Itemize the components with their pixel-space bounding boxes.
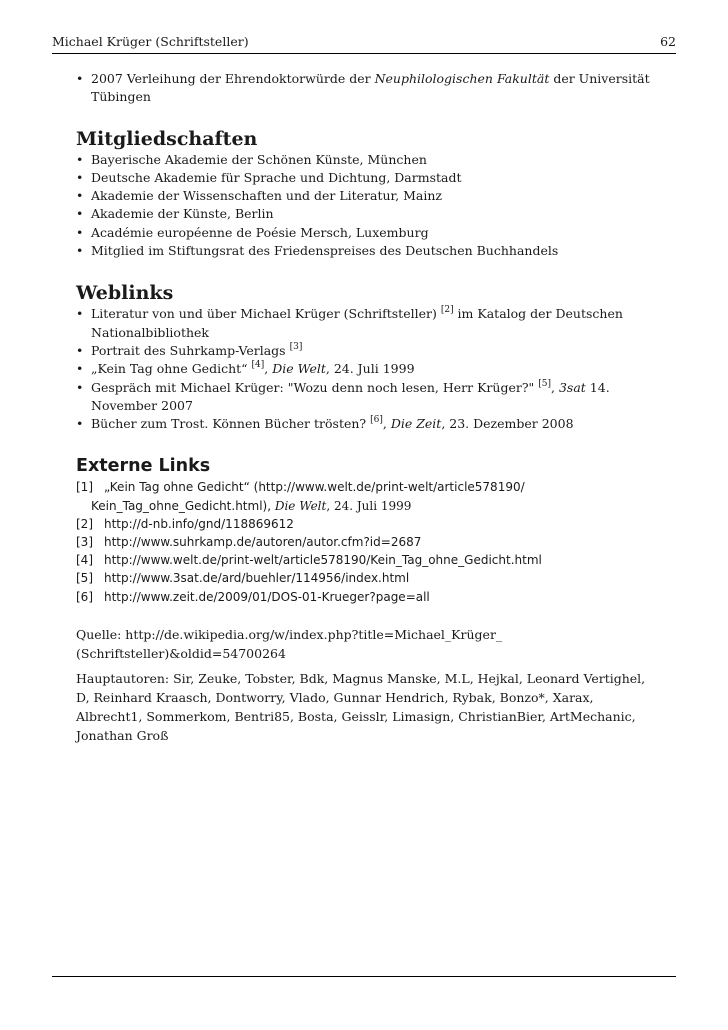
reference-item[interactable]: [6] http://www.zeit.de/2009/01/DOS-01-Krueger?page=all [76, 589, 430, 604]
list-item: • Bayerische Akademie der Schönen Künste, München [76, 151, 656, 169]
section-heading-externe-links: Externe Links [76, 456, 211, 477]
reference-item[interactable]: [2] http://d-nb.info/gnd/118869612 [76, 516, 294, 531]
page-header [52, 34, 676, 54]
list-item: • Akademie der Künste, Berlin [76, 205, 656, 223]
header-rule [52, 53, 676, 54]
weblinks-list [76, 305, 656, 433]
main-authors: Hauptautoren: Sir, Zeuke, Tobster, Bdk, Magnus Manske, M.L, Hejkal, Leonard Vertighel, D, Reinhard Kraasch, Dontworry, Vlado, Gunnar Hendrich, Rybak, Bonzo*, Xarax, Albrecht1, Sommerkom, Bentri85, Bosta, Geisslr, Limasign, ChristianBier, ArtMechanic, Jonathan Groß [76, 670, 646, 743]
honors-list [76, 70, 656, 107]
page-number: 62 [660, 34, 676, 49]
reference-item[interactable]: [5] http://www.3sat.de/ard/buehler/114956/index.html [76, 571, 410, 586]
list-item: • Deutsche Akademie für Sprache und Dichtung, Darmstadt [76, 169, 656, 187]
footer-rule [52, 976, 676, 977]
reference-number: [1] [76, 480, 93, 495]
weblink-item[interactable]: • „Kein Tag ohne Gedicht“ [4], Die Welt, 24. Juli 1999 [76, 360, 656, 378]
section-heading-weblinks: Weblinks [76, 282, 174, 305]
list-item: • Académie européenne de Poésie Mersch, Luxemburg [76, 224, 656, 242]
reference-item[interactable]: [4] http://www.welt.de/print-welt/article578190/Kein_Tag_ohne_Gedicht.html [76, 553, 542, 568]
page-content [76, 70, 656, 745]
weblink-item[interactable]: • Portrait des Suhrkamp-Verlags [3] [76, 342, 656, 360]
running-title: Michael Krüger (Schriftsteller) [52, 34, 249, 49]
weblink-item[interactable]: • Gespräch mit Michael Krüger: "Wozu denn noch lesen, Herr Krüger?" [5], 3sat 14. November 2007 [76, 379, 656, 416]
list-item: • Akademie der Wissenschaften und der Literatur, Mainz [76, 187, 656, 205]
reference-item[interactable]: [1] „Kein Tag ohne Gedicht“ (http://www.welt.de/print-welt/article578190/ Kein_Tag_ohne_Gedicht.html), Die Welt, 24. Juli 1999 [76, 480, 525, 513]
weblink-item[interactable]: • Bücher zum Trost. Können Bücher trösten? [6], Die Zeit, 23. Dezember 2008 [76, 415, 656, 433]
reference-list [76, 478, 656, 605]
list-item: • 2007 Verleihung der Ehrendoktorwürde der Neuphilologischen Fakultät der Universität Tübingen [76, 70, 656, 107]
mitgliedschaften-list [76, 151, 656, 261]
source-note: Quelle: http://de.wikipedia.org/w/index.php?title=Michael_Krüger_ (Schriftsteller)&oldid=54700264 [76, 626, 503, 661]
weblink-item[interactable]: • Literatur von und über Michael Krüger (Schriftsteller) [2] im Katalog der Deutschen Nationalbibliothek [76, 305, 656, 342]
list-item: • Mitglied im Stiftungsrat des Friedenspreises des Deutschen Buchhandels [76, 242, 656, 260]
reference-item[interactable]: [3] http://www.suhrkamp.de/autoren/autor.cfm?id=2687 [76, 535, 422, 550]
section-heading-mitgliedschaften: Mitgliedschaften [76, 127, 258, 150]
